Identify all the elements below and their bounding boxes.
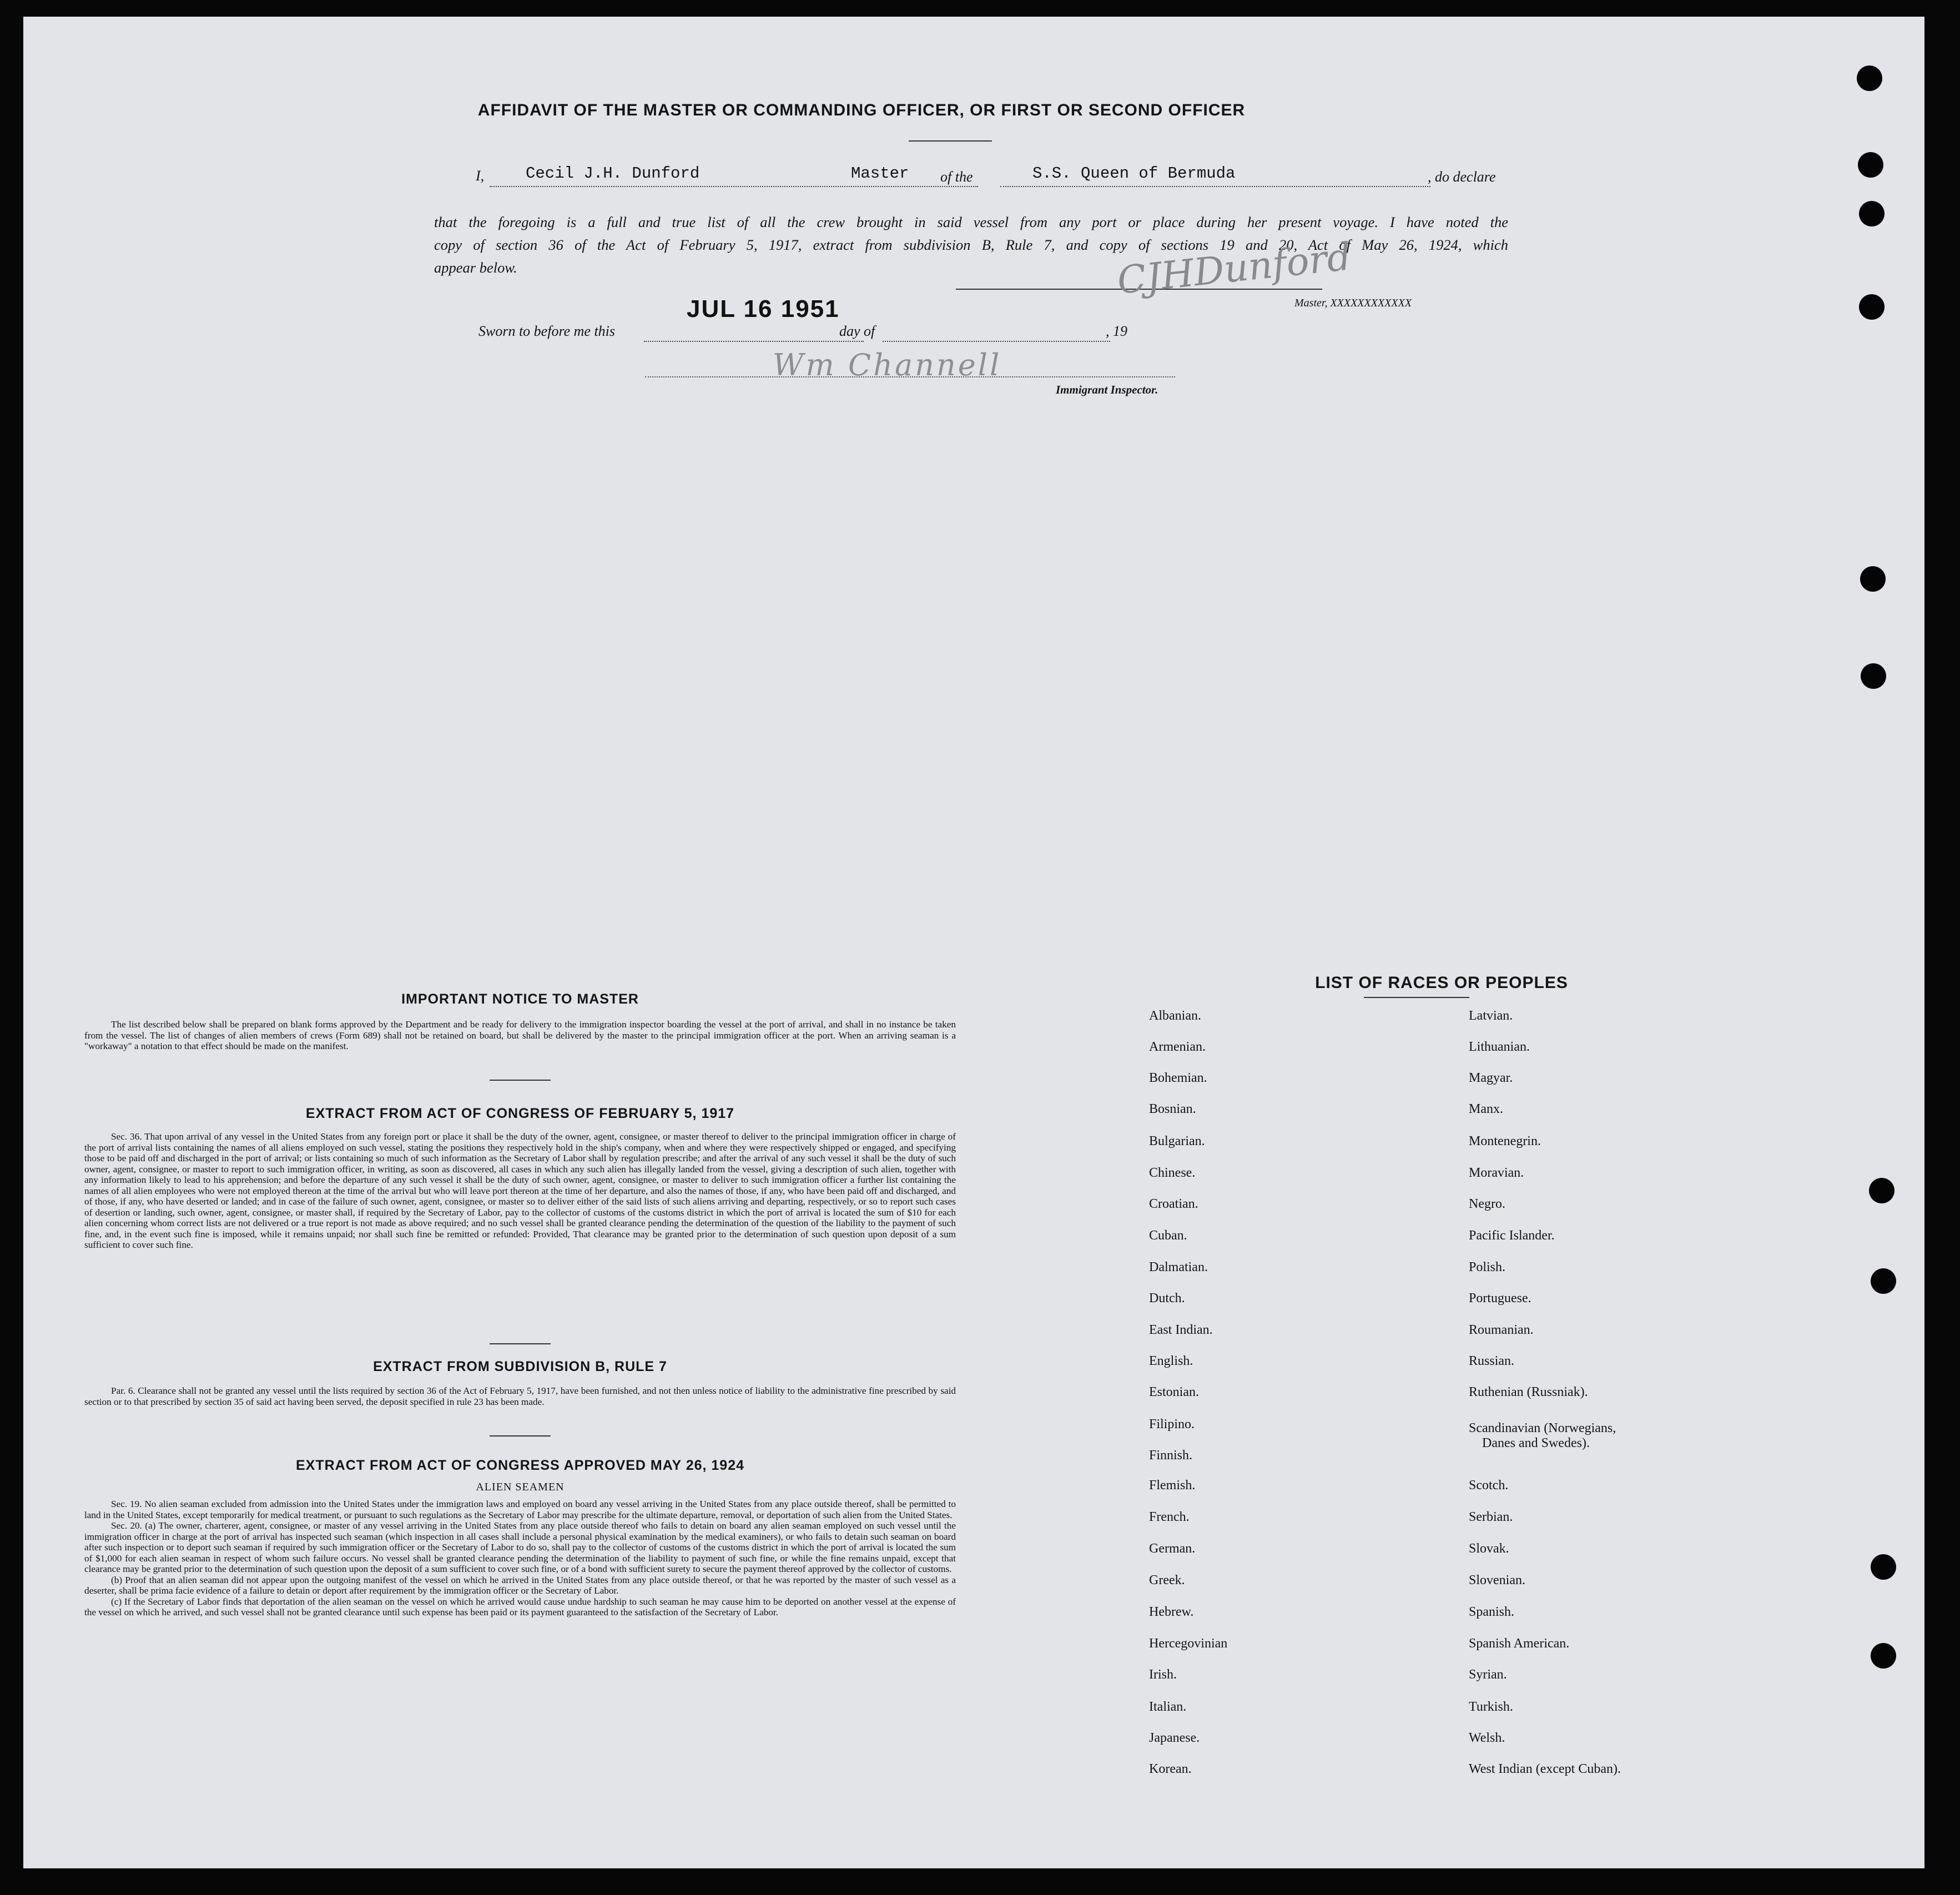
race-item: Hebrew. (1149, 1605, 1194, 1619)
master-signature: CJHDunford (1115, 235, 1353, 303)
race-item: Negro. (1469, 1197, 1505, 1211)
punch-hole (1860, 566, 1886, 592)
extract-1924-title: EXTRACT FROM ACT OF CONGRESS APPROVED MAY 26, 1924 (295, 1458, 745, 1473)
race-item: Turkish. (1469, 1700, 1513, 1714)
race-item: East Indian. (1149, 1323, 1213, 1337)
do-declare-label: , do declare (1428, 169, 1496, 185)
race-item: Pacific Islander. (1469, 1228, 1555, 1243)
sworn-day-line (644, 341, 864, 342)
race-item: Moravian. (1469, 1166, 1524, 1180)
race-item: Korean. (1149, 1762, 1192, 1776)
sec-19-text: Sec. 19. No alien seaman excluded from admission into the United States under the immigration laws and employed on board any vessel arriving in the United States from any place outside thereof, shall be permitted to land in the United States, except temporarily for medical treatment, or pursuant to such regulations as the Secretary of Labor may prescribe for the ultimate departure, removal, or deportation of such alien from the United States. (84, 1499, 956, 1520)
race-item: Montenegrin. (1469, 1134, 1541, 1148)
sec-20a-text: Sec. 20. (a) The owner, charterer, agent, consignee, or master of any vessel arriving in the United States from any place outside thereof who fails to detain on board any alien seaman employed on such vessel until the immigration officer in charge at the port of arrival has inspected such seaman (which inspection in all cases shall include a personal physical examination by the medical examiners), or who fails to detain such seaman on board after such inspection or to deport such seaman if required by such immigration officer or the Secretary of Labor to do so, shall pay to the collector of customs of the customs district in which the port of arrival is located the sum of $1,000 for each alien seaman in respect of whom such failure occurs. No vessel shall be granted clearance pending the determination of the liability to payment of such fine, or while the fine remains unpaid, except that clearance may be granted prior to the determination of such question upon the deposit of a sum sufficient to cover such fine, or of a bond with sufficient surety to secure the payment thereof approved by the collector of customs. (84, 1520, 956, 1574)
race-item: Irish. (1149, 1667, 1177, 1682)
race-item: Bosnian. (1149, 1102, 1196, 1116)
race-item: Spanish. (1469, 1605, 1515, 1619)
affidavit-body-line: copy of section 36 of the Act of February 5, 1917, extract from subdivision B, Rule 7, and copy of sections 19 and 20, Act of May 26, 1924, which (434, 236, 1508, 253)
race-item: Lithuanian. (1469, 1040, 1530, 1054)
year-label: , 19 (1106, 323, 1127, 339)
race-item: Filipino. (1149, 1417, 1195, 1432)
race-item: Estonian. (1149, 1385, 1199, 1399)
affidavit-title: AFFIDAVIT OF THE MASTER OR COMMANDING OFFICER, OR FIRST OR SECOND OFFICER (477, 101, 1246, 119)
affidavit-body-line: appear below. (434, 259, 517, 276)
race-item: English. (1149, 1354, 1193, 1368)
race-item: Hercegovinian (1149, 1636, 1228, 1651)
master-caption: Master, XXXXXXXXXXXX (1294, 297, 1412, 309)
race-item: Dutch. (1149, 1291, 1185, 1306)
month-line (883, 341, 1110, 342)
sec-20c-text: (c) If the Secretary of Labor finds that deportation of the alien seaman on the vessel on which he arrived would cause undue hardship to such seaman he may cause him to be deported on another vessel at the expense of the vessel on which he arrived, and such vessel shall not be granted clearance until such expense has been paid or its payment guaranteed to the satisfaction of the Secretary of Labor. (84, 1596, 956, 1617)
race-item: Magyar. (1469, 1071, 1513, 1085)
race-item: Bulgarian. (1149, 1134, 1205, 1148)
race-item: Italian. (1149, 1700, 1187, 1714)
race-item: Armenian. (1149, 1040, 1206, 1054)
sworn-date-stamp: JUL 16 1951 (687, 295, 840, 322)
race-item: French. (1149, 1510, 1190, 1524)
document-page (23, 17, 1924, 1868)
race-item: Scotch. (1469, 1478, 1509, 1493)
sec-20b-text: (b) Proof that an alien seaman did not appear upon the outgoing manifest of the vessel on which he arrived in the United States from any place outside thereof, or that he was reported by the master of such vessel as a deserter, shall be prima facie evidence of a failure to detain or deport after requirement by the immigration officer or the Secretary of Labor. (84, 1574, 956, 1596)
extract-1917-title: EXTRACT FROM ACT OF CONGRESS OF FEBRUARY 5, 1917 (305, 1106, 735, 1121)
punch-hole (1859, 294, 1885, 320)
race-item: Dalmatian. (1149, 1260, 1208, 1274)
race-item: Croatian. (1149, 1197, 1198, 1211)
inspector-signature-line (645, 376, 1175, 377)
vessel-line (1000, 186, 1430, 187)
master-name-line (490, 186, 978, 187)
race-item: Scandinavian (Norwegians, (1469, 1421, 1616, 1435)
race-item: Manx. (1469, 1102, 1503, 1116)
extract-rule7-title: EXTRACT FROM SUBDIVISION B, RULE 7 (373, 1359, 667, 1374)
extract-1924-text (84, 1499, 956, 1618)
race-item: Welsh. (1469, 1731, 1505, 1745)
race-item: Greek. (1149, 1573, 1185, 1587)
race-item: West Indian (except Cuban). (1469, 1762, 1621, 1776)
punch-hole (1869, 1178, 1895, 1203)
section-divider (490, 1343, 551, 1344)
notice-title: IMPORTANT NOTICE TO MASTER (401, 991, 639, 1007)
race-item: Bohemian. (1149, 1071, 1207, 1085)
race-item: Serbian. (1469, 1510, 1513, 1524)
race-item: Roumanian. (1469, 1323, 1534, 1337)
race-item: Cuban. (1149, 1228, 1187, 1243)
race-item: Russian. (1469, 1354, 1515, 1368)
affidavit-body-line: that the foregoing is a full and true list of all the crew brought in said vessel from any port or place during her present voyage. I have noted the (434, 214, 1508, 230)
of-the-label: of the (940, 169, 973, 185)
race-item: Albanian. (1149, 1009, 1201, 1023)
race-item: Flemish. (1149, 1478, 1196, 1493)
race-item: Syrian. (1469, 1667, 1507, 1682)
inspector-signature: Wm Channell (773, 347, 1002, 382)
master-name-field: Cecil J.H. Dunford (526, 164, 700, 183)
races-title-divider (1364, 997, 1469, 998)
race-item: Slovak. (1469, 1541, 1509, 1556)
race-item: Chinese. (1149, 1166, 1196, 1180)
punch-hole (1859, 201, 1885, 226)
punch-hole (1858, 152, 1883, 178)
race-item: Latvian. (1469, 1009, 1513, 1023)
race-item: German. (1149, 1541, 1196, 1556)
punch-hole (1857, 65, 1882, 91)
extract-1917-text: Sec. 36. That upon arrival of any vessel in the United States from any foreign port or place it shall be the duty of the owner, agent, consignee, or master thereof to deliver to the principal immigration officer in charge of the port of arrival lists containing the names of all aliens employed on such vessel, stating the positions they respectively hold in the ship's company, when and where they were respectively shipped or engaged, and specifying those to be paid off and discharged in the port of arrival; or lists containing so much of such information as the Secretary of Labor shall by regulation prescribe; and after the arrival of any such vessel it shall be the duty of such owner, agent, consignee, or master to report to such immigration officer, in writing, as soon as discovered, all cases in which any such alien has illegally landed from the vessel, giving a description of such alien, together with any information likely to lead to his apprehension; and before the departure of any such vessel it shall be the duty of such owner, agent, consignee, or master to deliver to such immigration officer a further list containing the names of all alien employees who were not employed thereon at the time of the arrival but who will leave port thereon at the time of her departure, and also the names of those, if any, who have been paid off and discharged, and of those, if any, who have deserted or landed; and in case of the failure of such owner, agent, consignee, or master so to deliver either of the said lists of such aliens arriving and departing, respectively, or so to report such cases of desertion or landing, such owner, agent, consignee, or master shall, if required by the Secretary of Labor, pay to the collector of customs of the customs district in which the port of arrival is located the sum of $10 for each alien concerning whom correct lists are not delivered or a true report is not made as above required; and no such vessel shall be granted clearance pending the determination of the question of the liability to the payment of such fine, and, in the event such fine is imposed, while it remains unpaid; nor shall such fine be remitted or refunded: Provided, That clearance may be granted prior to the determination of such question upon deposit of a sum sufficient to cover such fine. (84, 1131, 956, 1250)
affidavit-pronoun: I, (476, 168, 485, 184)
extract-rule7-text: Par. 6. Clearance shall not be granted any vessel until the lists required by section 36 of the Act of February 5, 1917, have been furnished, and not then unless notice of liability to the administrative fine prescribed by said section or to that prescribed by section 35 of said act having been served, the deposit specified in rule 23 has been made. (84, 1385, 956, 1407)
extract-1924-subtitle: ALIEN SEAMEN (476, 1481, 565, 1493)
race-item: Danes and Swedes). (1482, 1436, 1590, 1450)
inspector-caption: Immigrant Inspector. (1056, 383, 1158, 396)
race-item: Finnish. (1149, 1448, 1193, 1463)
vessel-name-field: S.S. Queen of Bermuda (1032, 164, 1236, 183)
race-item: Portuguese. (1469, 1291, 1531, 1306)
section-divider (490, 1080, 551, 1081)
punch-hole (1871, 1554, 1896, 1580)
race-item: Spanish American. (1469, 1636, 1570, 1651)
notice-text: The list described below shall be prepared on blank forms approved by the Department and be ready for delivery to the immigration inspector boarding the vessel at the port of arrival, and shall in no instance be taken from the vessel. The list of changes of alien members of crews (Form 689) shall not be retained on board, but shall be delivered by the master to the principal immigration officer at the port. When an arriving seaman is a "workaway" a notation to that effect should be made on the manifest. (84, 1019, 956, 1051)
race-item: Japanese. (1149, 1731, 1200, 1745)
punch-hole (1861, 663, 1886, 689)
section-divider (490, 1435, 551, 1437)
races-title: LIST OF RACES OR PEOPLES (1315, 974, 1568, 992)
race-item: Slovenian. (1469, 1573, 1525, 1587)
title-divider (909, 140, 992, 142)
punch-hole (1871, 1643, 1896, 1669)
race-item: Ruthenian (Russniak). (1469, 1385, 1588, 1399)
rank-field: Master (851, 164, 909, 183)
sworn-label: Sworn to before me this (478, 323, 616, 339)
punch-hole (1871, 1268, 1896, 1294)
race-item: Polish. (1469, 1260, 1506, 1274)
day-of-label: day of (839, 323, 875, 339)
